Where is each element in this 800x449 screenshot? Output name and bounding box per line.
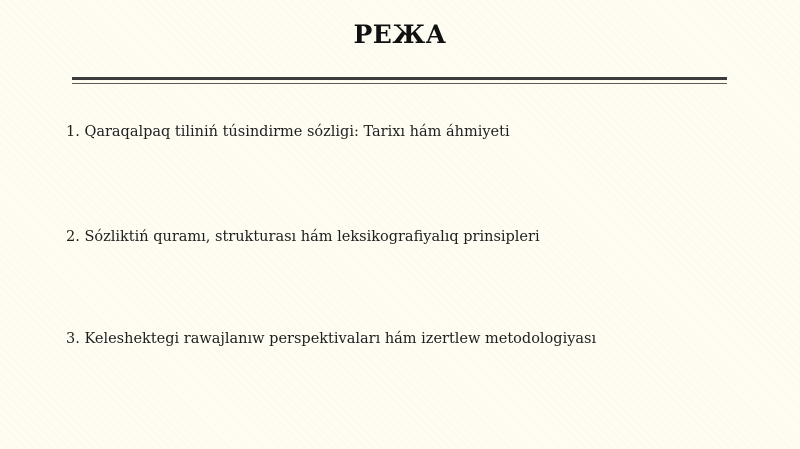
divider-thick-line [72, 77, 727, 80]
plan-item-2: 2. Sózliktiń quramı, strukturası hám leksikografiyalıq prinsipleri [66, 229, 540, 245]
plan-item-1: 1. Qaraqalpaq tiliniń túsindirme sózligi: Tarixı hám áhmiyeti [66, 124, 510, 140]
title-divider [72, 77, 727, 85]
slide-title: РЕЖА [353, 20, 447, 49]
divider-thin-line [72, 83, 727, 84]
plan-item-3: 3. Keleshektegi rawajlanıw perspektivaları hám izertlew metodologiyası [66, 331, 597, 347]
